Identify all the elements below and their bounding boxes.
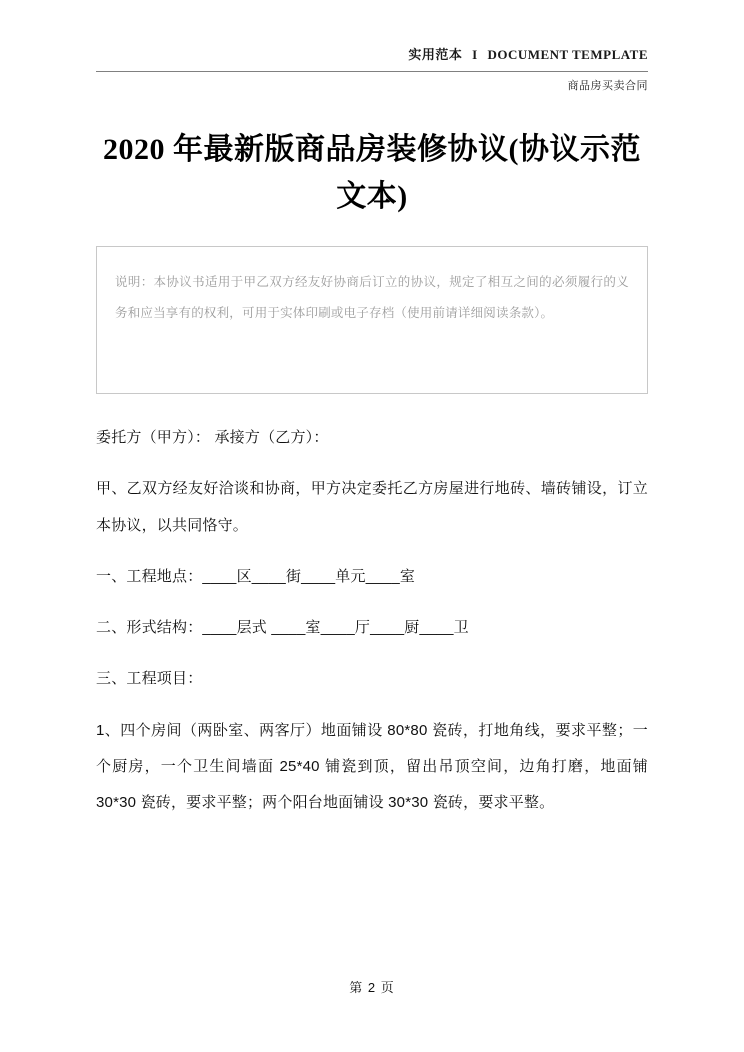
page-number: 第 2 页 [349,980,395,995]
header-right-label: DOCUMENT TEMPLATE [487,47,648,62]
note-box [96,246,648,394]
header-separator: I [472,47,478,62]
header-left-label: 实用范本 [408,47,463,62]
preamble-paragraph: 甲、乙双方经友好洽谈和协商，甲方决定委托乙方房屋进行地砖、墙砖铺设，订立本协议，以共同恪守。 [96,480,648,534]
page-footer [0,977,744,996]
note-text: 说明：本协议书适用于甲乙双方经友好协商后订立的协议，规定了相互之间的必须履行的义务和应当享有的权利，可用于实体印刷或电子存档（使用前请详细阅读条款）。 [115,275,629,320]
header-brand-line [96,44,648,63]
page-title: 2020 年最新版商品房装修协议(协议示范文本) [103,133,641,213]
header-subtitle: 商品房买卖合同 [567,80,648,92]
document-body [96,420,648,822]
article-3: 三、工程项目： [96,670,203,688]
parties-line: 委托方（甲方）： 承接方（乙方）： [96,429,329,446]
article-1: 一、工程地点：____区____街____单元____室 [96,567,416,585]
page-header [96,0,648,93]
article-2: 二、形式结构：____层式 ____室____厅____厨____卫 [96,619,469,637]
article-3-item-1: 1、四个房间（两卧室、两客厅）地面铺设 80*80 瓷砖，打地角线，要求平整；一个厨房，一个卫生间墙面 25*40 铺瓷到顶，留出吊顶空间，边角打磨，地面铺 30*30 瓷砖，要求平整；两个阳台地面铺设 30*30 瓷砖，要求平整。 [96,721,648,812]
